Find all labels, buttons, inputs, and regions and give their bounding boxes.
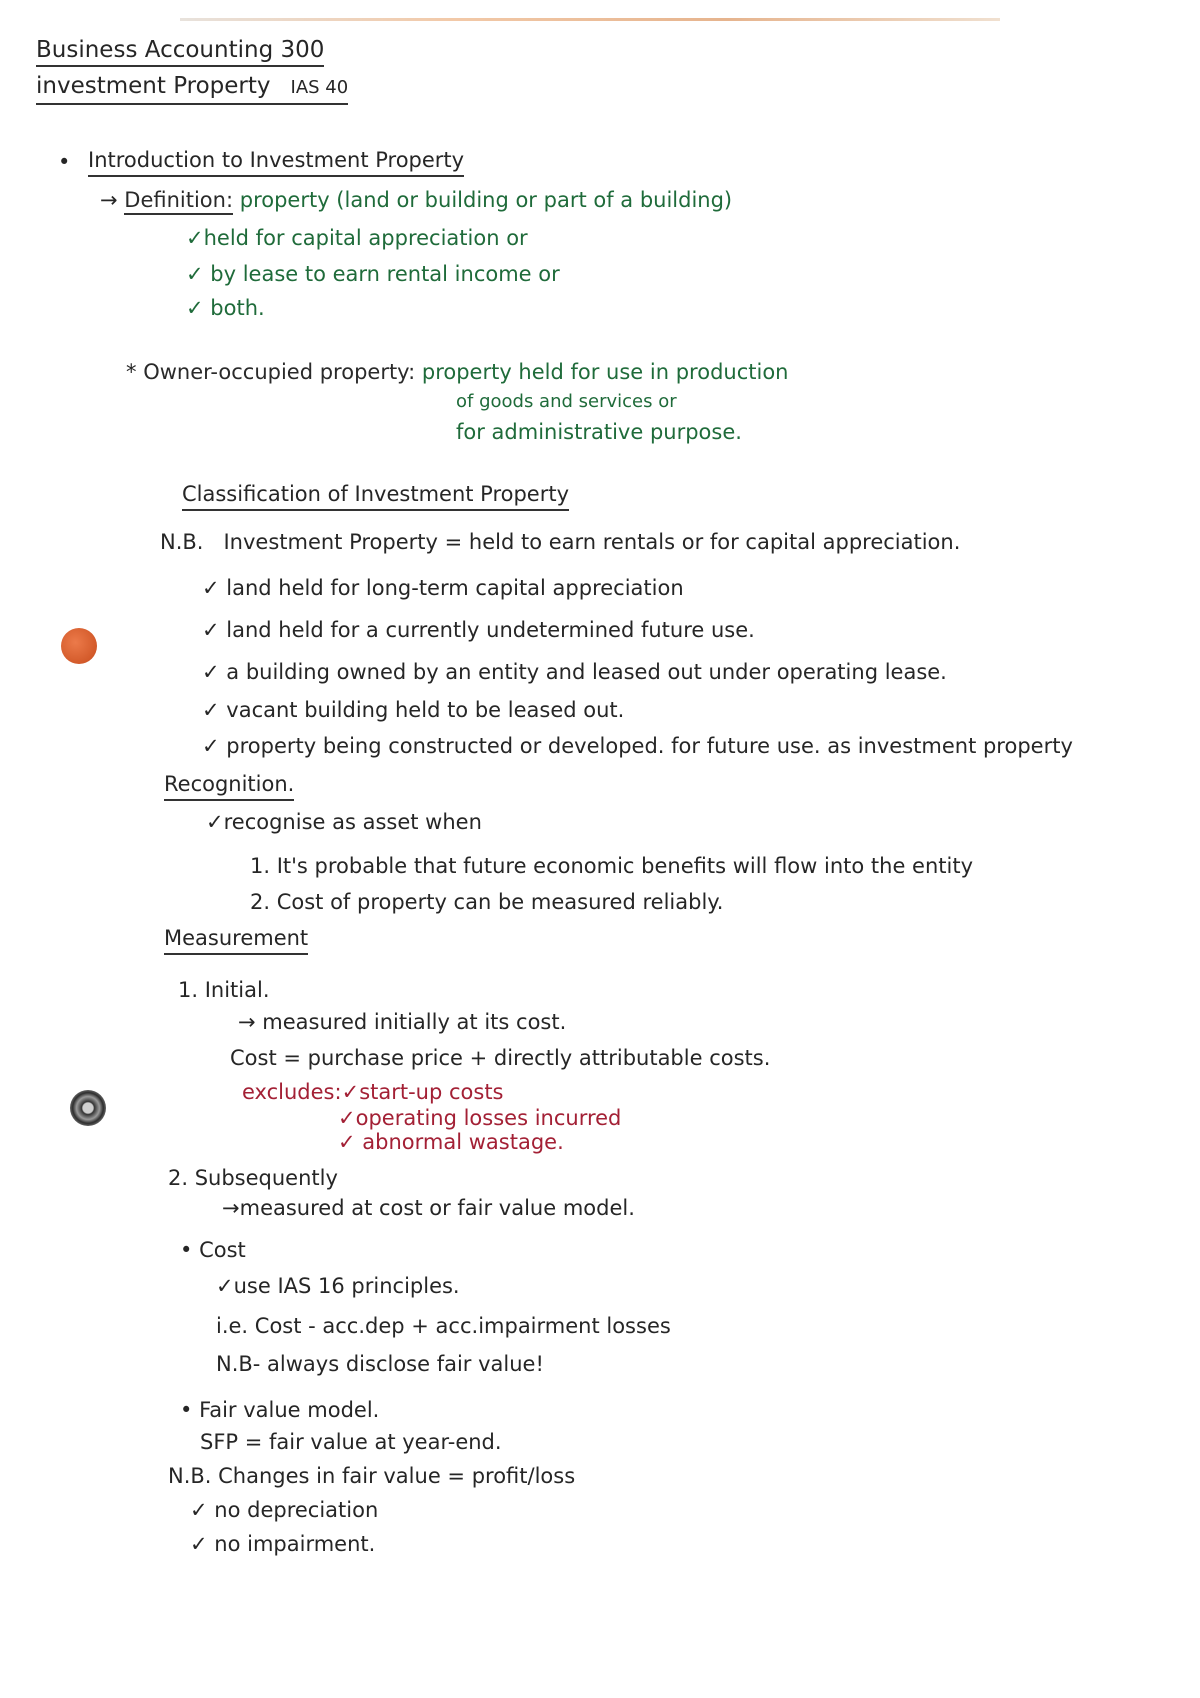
classification-item-3: ✓ a building owned by an entity and leased out under operating lease. [202,660,947,684]
owner-label: Owner-occupied property: [143,360,416,384]
initial-heading: 1. Initial. [178,978,270,1002]
measurement-heading: Measurement [164,924,308,955]
check-icon: ✓ [216,1274,234,1298]
arrow-icon: → [100,188,125,212]
fair-heading-line [180,1396,379,1424]
check-icon: ✓ [202,618,227,642]
nb-label: N.B. [160,530,204,554]
recognition-intro: ✓recognise as asset when [206,810,482,834]
topic-title [36,72,348,105]
stamp-icon [70,1090,106,1126]
check-icon: ✓ [202,660,227,684]
fair-point-3: ✓ no depreciation [190,1498,379,1522]
check-icon: ✓ [186,226,204,250]
nb-text: Investment Property = held to earn rentals or for capital appreciation. [223,530,961,554]
check-icon: ✓ [206,810,224,834]
recognition-item-2: 2. Cost of property can be measured reliably. [250,890,724,914]
cost-point-3: N.B- always disclose fair value! [216,1352,544,1376]
excludes-item-1: start-up costs [359,1080,504,1104]
check-icon: ✓ [338,1106,356,1130]
subsequent-text: →measured at cost or fair value model. [222,1196,635,1220]
arrow-icon: → [222,1196,240,1220]
standard-code: IAS 40 [290,77,349,98]
excludes-label: excludes: [242,1080,342,1104]
excludes-item-3: ✓ abnormal wastage. [338,1130,564,1154]
page-top-edge [180,18,1000,21]
definition-point-2: ✓ by lease to earn rental income or [186,262,560,286]
cost-point-2: i.e. Cost - acc.dep + acc.impairment losses [216,1314,671,1338]
cost-point-1: ✓use IAS 16 principles. [216,1274,460,1298]
check-icon: ✓ [202,734,227,758]
classification-item-1: ✓ land held for long-term capital appreciation [202,576,684,600]
check-icon: ✓ [338,1130,363,1154]
owner-text-1: property held for use in production [421,360,789,384]
classification-heading: Classification of Investment Property [182,480,569,511]
cost-formula: Cost = purchase price + directly attributable costs. [230,1046,771,1070]
bullet-dot: • [180,1398,200,1422]
fair-point-1: SFP = fair value at year-end. [200,1430,502,1454]
asterisk-icon: * [126,360,144,384]
initial-text: → measured initially at its cost. [238,1010,567,1034]
recognition-heading: Recognition. [164,770,294,801]
check-icon: ✓ [190,1532,215,1556]
intro-heading: Introduction to Investment Property [88,146,464,177]
check-icon: ✓ [202,698,227,722]
cost-heading: Cost [199,1238,246,1262]
definition-point-3: ✓ both. [186,296,265,320]
check-icon: ✓ [202,576,227,600]
classification-nb [160,528,960,556]
definition-text: property (land or building or part of a building) [239,188,733,212]
check-icon: ✓ [186,262,211,286]
topic-name: investment Property [36,73,271,99]
recognition-item-1: 1. It's probable that future economic benefits will flow into the entity [250,854,973,878]
classification-item-2: ✓ land held for a currently undetermined future use. [202,618,755,642]
arrow-icon: → [238,1010,263,1034]
course-title: Business Accounting 300 [36,36,324,67]
check-icon: ✓ [190,1498,215,1522]
classification-item-4: ✓ vacant building held to be leased out. [202,698,625,722]
definition-point-1: ✓held for capital appreciation or [186,226,528,250]
fair-point-2: N.B. Changes in fair value = profit/loss [168,1464,576,1488]
excludes-item-2: ✓operating losses incurred [338,1106,622,1130]
definition-line [100,186,732,214]
fair-point-4: ✓ no impairment. [190,1532,376,1556]
owner-text-3: for administrative purpose. [456,420,742,444]
fair-heading: Fair value model. [199,1398,380,1422]
bullet-dot: • [58,150,71,174]
subsequent-heading: 2. Subsequently [168,1166,338,1190]
check-icon: ✓ [341,1080,360,1104]
bullet-dot: • [180,1238,200,1262]
definition-label: Definition: [124,188,233,215]
binder-hole [61,628,97,664]
check-icon: ✓ [186,296,211,320]
owner-occupied-line [126,358,788,386]
owner-text-2: of goods and services or [456,391,677,412]
excludes-line [242,1078,504,1106]
cost-heading-line [180,1236,246,1264]
classification-item-5: ✓ property being constructed or developed. for future use. as investment property [202,734,1073,758]
